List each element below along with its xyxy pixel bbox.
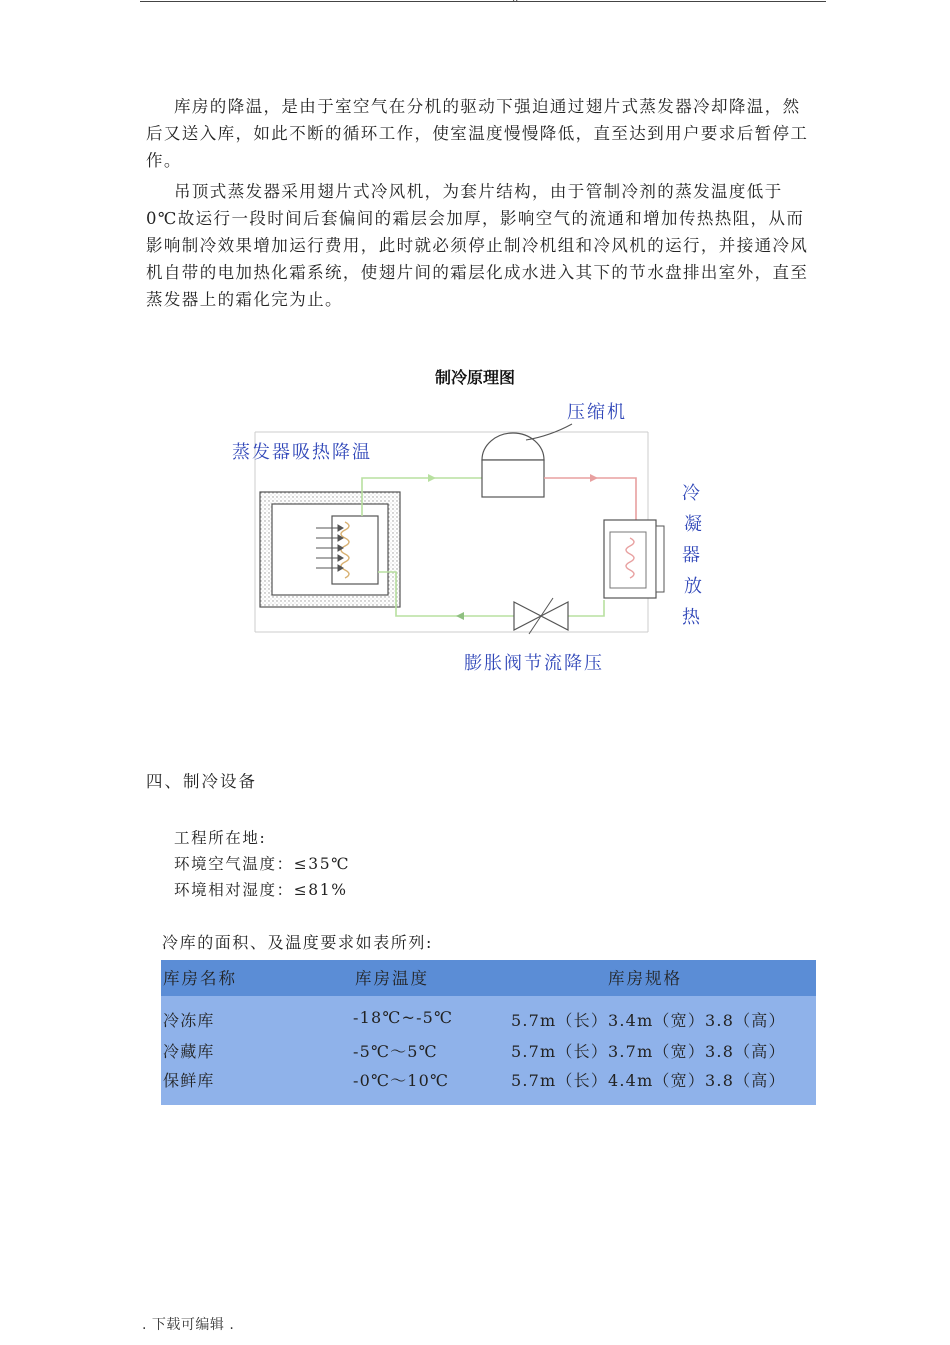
ambient-humidity: 环境相对湿度：≤81% [174,881,348,899]
footer-note: . 下载可编辑 . [142,1317,235,1333]
header-room-spec: 库房规格 [608,969,682,988]
flow-arrow [590,474,598,482]
cell-room-name: 冷冻库 [163,1011,215,1030]
label-condenser-4: 放 [684,576,702,597]
refrigeration-diagram [220,392,700,692]
cell-room-name: 冷藏库 [163,1042,215,1061]
table-header [161,960,816,996]
label-condenser-5: 热 [682,607,700,628]
cell-room-temp: -18℃~-5℃ [353,1008,454,1027]
cell-room-temp: -5℃～5℃ [353,1042,438,1061]
cell-room-spec: 5.7m（长）3.4m（宽）3.8（高） [511,1011,786,1030]
compressor-body [482,460,544,497]
liquid-line [568,600,604,616]
table-caption: 冷库的面积、及温度要求如表所列: [162,933,433,952]
ambient-temperature: 环境空气温度：≤35℃ [174,855,351,873]
cell-room-spec: 5.7m（长）4.4m（宽）3.8（高） [511,1071,786,1090]
cell-room-temp: -0℃～10℃ [353,1071,450,1090]
label-evaporator: 蒸发器吸热降温 [232,442,372,463]
condenser-fan [656,526,664,592]
condenser-inner [610,532,646,588]
paragraph-text: 吊顶式蒸发器采用翅片式冷风机，为套片结构，由于管制冷剂的蒸发温度低于 0℃故运行一段时间后套偏间的霜层会加厚，影响空气的流通和增加传热热阻，从而影响制冷效果增加运行费用，此时就必须停止制冷机组和冷风机的运行，并接通冷风机自带的电加热化霜系统，使翅片间的霜层化成水进入其下的节水盘排出室外，直至蒸发器上的霜化完为止。 [146,182,809,309]
header-mark [512,0,518,4]
label-condenser-3: 器 [682,545,700,566]
flow-arrow [428,474,436,482]
compressor-dome [482,433,544,460]
project-location: 工程所在地: [174,829,267,847]
paragraph-defrost [146,178,816,313]
paragraph-text: 库房的降温，是由于室空气在分机的驱动下强迫通过翅片式蒸发器冷却降温，然后又送入库，如此不断的循环工作，使室温度慢慢降低，直至达到用户要求后暂停工作。 [146,97,809,170]
label-expansion-valve: 膨胀阀节流降压 [464,653,604,674]
label-condenser-1: 冷 [682,483,700,504]
header-rule [140,1,826,2]
expansion-valve [514,598,568,634]
label-compressor: 压缩机 [567,402,627,423]
cell-room-name: 保鲜库 [163,1071,215,1090]
header-room-temp: 库房温度 [355,969,429,988]
discharge-line [544,478,636,520]
diagram-title: 制冷原理图 [434,368,515,387]
flow-arrow [456,612,464,620]
paragraph-cooling-process [146,93,816,174]
header-room-name: 库房名称 [163,969,237,988]
section-heading: 四、制冷设备 [146,772,257,791]
cell-room-spec: 5.7m（长）3.7m（宽）3.8（高） [511,1042,786,1061]
storage-spec-table [161,960,816,1105]
label-condenser-2: 凝 [684,514,702,535]
